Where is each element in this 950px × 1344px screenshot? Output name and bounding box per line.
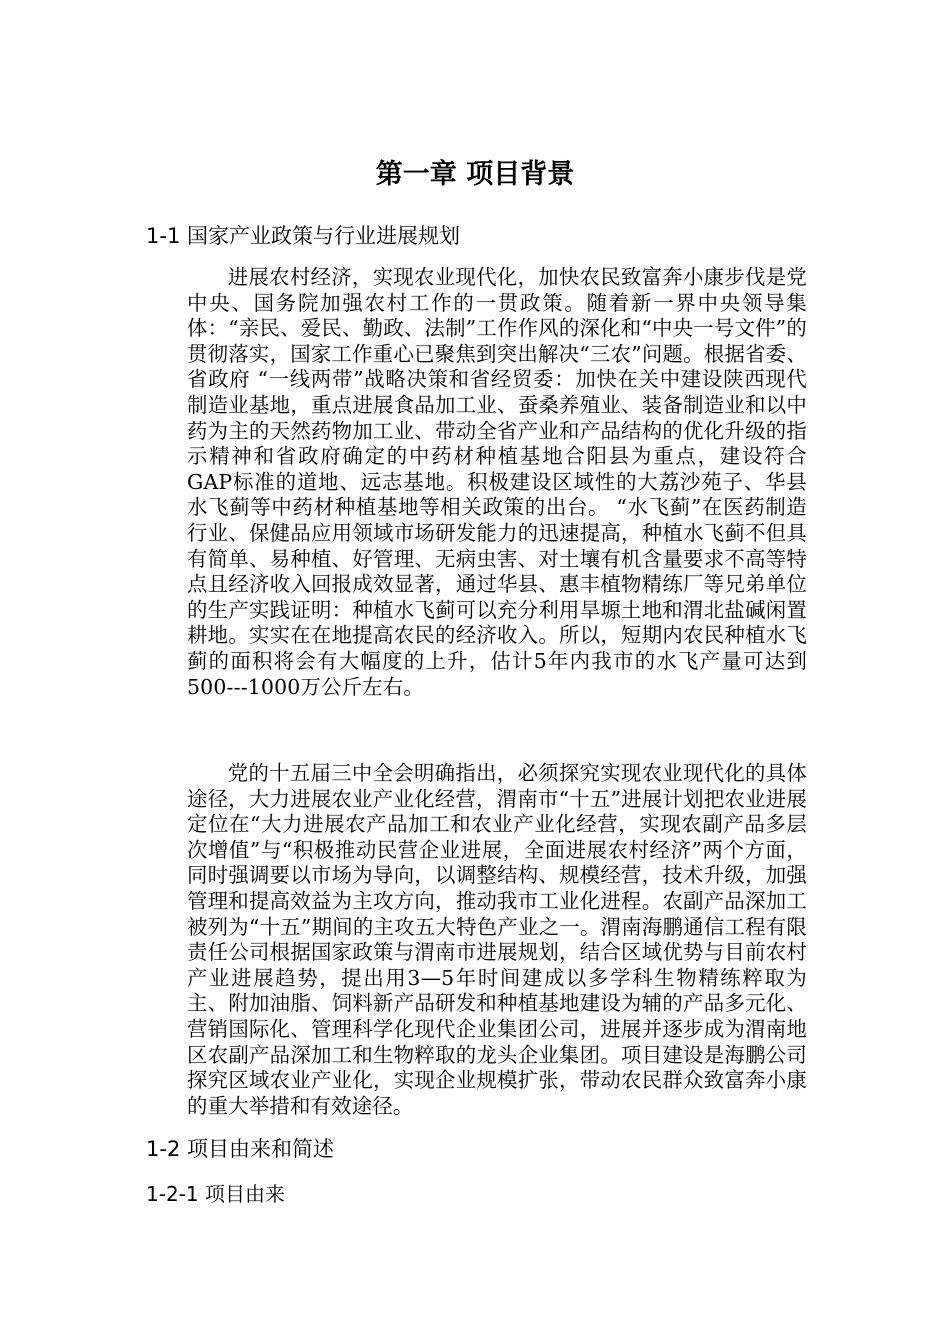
subsection-heading-1-2-1: 1-2-1 项目由来 <box>146 1182 285 1206</box>
section-heading-1-2: 1-2 项目由来和简述 <box>146 1137 334 1161</box>
section-heading-1-1: 1-1 国家产业政策与行业进展规划 <box>146 224 460 248</box>
chapter-title: 第一章 项目背景 <box>375 159 575 190</box>
paragraph-industry-policy: 进展农村经济，实现农业现代化，加快农民致富奔小康步伐是党中央、国务院加强农村工作的一贯政策。随着新一界中央领导集体：“亲民、爱民、勤政、法制”工作作风的深化和“中央一号文件”的贯彻落实，国家工作重心已聚焦到突出解决“三农”问题。根据省委、省政府 “一线两带”战略决策和省经贸委：加快在关中建设陕西现代制造业基地，重点进展食品加工业、蚕桑养殖业、装备制造业和以中药为主的天然药物加工业、带动全省产业和产品结构的优化升级的指示精神和省政府确定的中药材种植基地合阳县为重点，建设符合GAP标准的道地、远志基地。积极建设区域性的大荔沙苑子、华县水飞蓟等中药材种植基地等相关政策的出台。 “水飞蓟”在医药制造行业、保健品应用领域市场研发能力的迅速提高，种植水飞蓟不但具有简单、易种植、好管理、无病虫害、对土壤有机含量要求不高等特点且经济收入回报成效显著，通过华县、惠丰植物精练厂等兄弟单位的生产实践证明：种植水飞蓟可以充分利用旱塬土地和渭北盐碱闲置耕地。实实在在地提高农民的经济收入。所以，短期内农民种植水飞蓟的面积将会有大幅度的上升，估计5年内我市的水飞产量可达到500---1000万公斤左右。 <box>187 265 807 699</box>
paragraph-development-plan: 党的十五届三中全会明确指出，必须探究实现农业现代化的具体途径，大力进展农业产业化经营，渭南市“十五”进展计划把农业进展定位在“大力进展农产品加工和农业产业化经营，实现农副产品多层次增值”与“积极推动民营企业进展，全面进展农村经济”两个方面，同时强调要以市场为导向，以调整结构、规模经营，技术升级，加强管理和提高效益为主攻方向，推动我市工业化进程。农副产品深加工被列为“十五”期间的主攻五大特色产业之一。渭南海鹏通信工程有限责任公司根据国家政策与渭南市进展规划，结合区域优势与目前农村产业进展趋势，提出用3—5年时间建成以多学科生物精练粹取为主、附加油脂、饲料新产品研发和种植基地建设为辅的产品多元化、营销国际化、管理科学化现代企业集团公司，进展并逐步成为渭南地区农副产品深加工和生物粹取的龙头企业集团。项目建设是海鹏公司探究区域农业产业化，实现企业规模扩张，带动农民群众致富奔小康的重大举措和有效途径。 <box>187 761 807 1118</box>
